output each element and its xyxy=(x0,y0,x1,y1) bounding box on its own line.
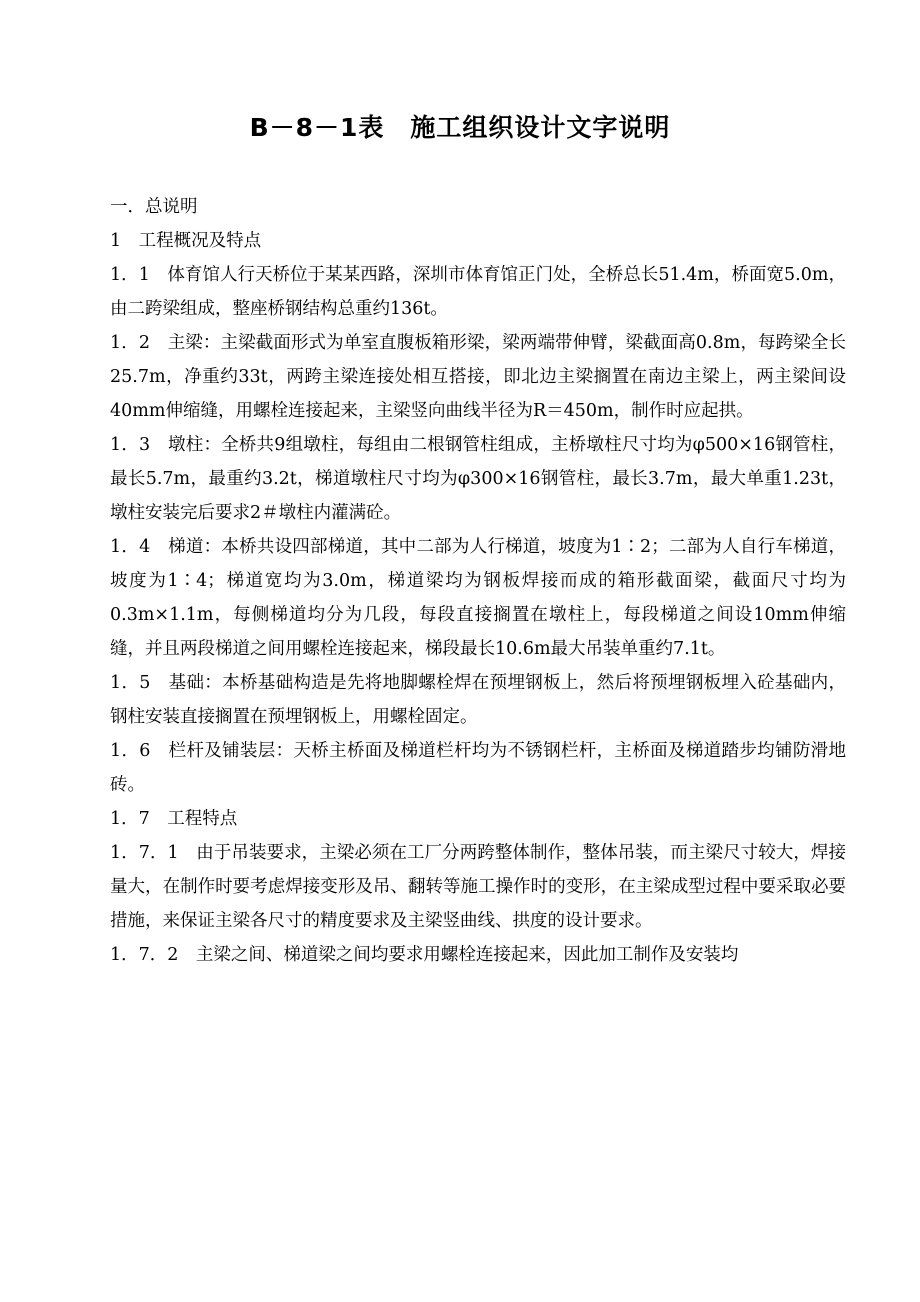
paragraph-1-5: 1．5 基础：本桥基础构造是先将地脚螺栓焊在预埋钢板上，然后将预埋钢板埋入砼基础内，钢柱安装直接搁置在预埋钢板上，用螺栓固定。 xyxy=(110,673,846,727)
document-body xyxy=(110,190,846,972)
paragraph-1-6: 1．6 栏杆及铺装层：天桥主桥面及梯道栏杆均为不锈钢栏杆，主桥面及梯道踏步均铺防滑地砖。 xyxy=(110,741,846,795)
paragraph-1-1: 1．1 体育馆人行天桥位于某某西路，深圳市体育馆正门处，全桥总长51.4m，桥面宽5.0m，由二跨梁组成，整座桥钢结构总重约136t。 xyxy=(110,265,846,319)
paragraph-1-7-1: 1．7．1 由于吊装要求，主梁必须在工厂分两跨整体制作，整体吊装，而主梁尺寸较大，焊接量大，在制作时要考虑焊接变形及吊、翻转等施工操作时的变形，在主梁成型过程中要采取必要措施，来保证主梁各尺寸的精度要求及主梁竖曲线、拱度的设计要求。 xyxy=(110,843,846,931)
paragraph-1-4: 1．4 梯道：本桥共设四部梯道，其中二部为人行梯道，坡度为1∶2；二部为人自行车梯道，坡度为1∶4；梯道宽均为3.0m，梯道梁均为钢板焊接而成的箱形截面梁，截面尺寸均为0.3m×1.1m，每侧梯道均分为几段，每段直接搁置在墩柱上，每段梯道之间设10mm伸缩缝，并且两段梯道之间用螺栓连接起来，梯段最长10.6m最大吊装单重约7.1t。 xyxy=(110,537,846,659)
subsection-heading: 1 工程概况及特点 xyxy=(110,231,262,251)
paragraph-1-3: 1．3 墩柱：全桥共9组墩柱，每组由二根钢管柱组成，主桥墩柱尺寸均为φ500×16钢管柱，最长5.7m，最重约3.2t，梯道墩柱尺寸均为φ300×16钢管柱，最长3.7m，最大单重1.23t，墩柱安装完后要求2＃墩柱内灌满砼。 xyxy=(110,435,846,523)
section-heading: 一．总说明 xyxy=(110,197,198,217)
paragraph-1-7-2: 1．7．2 主梁之间、梯道梁之间均要求用螺栓连接起来，因此加工制作及安装均 xyxy=(110,945,739,965)
document-title: B－8－1表 施工组织设计文字说明 xyxy=(249,113,671,142)
paragraph-1-7-heading: 1．7 工程特点 xyxy=(110,809,238,829)
paragraph-1-2: 1．2 主梁：主梁截面形式为单室直腹板箱形梁，梁两端带伸臂，梁截面高0.8m，每跨梁全长25.7m，净重约33t，两跨主梁连接处相互搭接，即北边主梁搁置在南边主梁上，两主梁间设40mm伸缩缝，用螺栓连接起来，主梁竖向曲线半径为R＝450m，制作时应起拱。 xyxy=(110,333,846,421)
